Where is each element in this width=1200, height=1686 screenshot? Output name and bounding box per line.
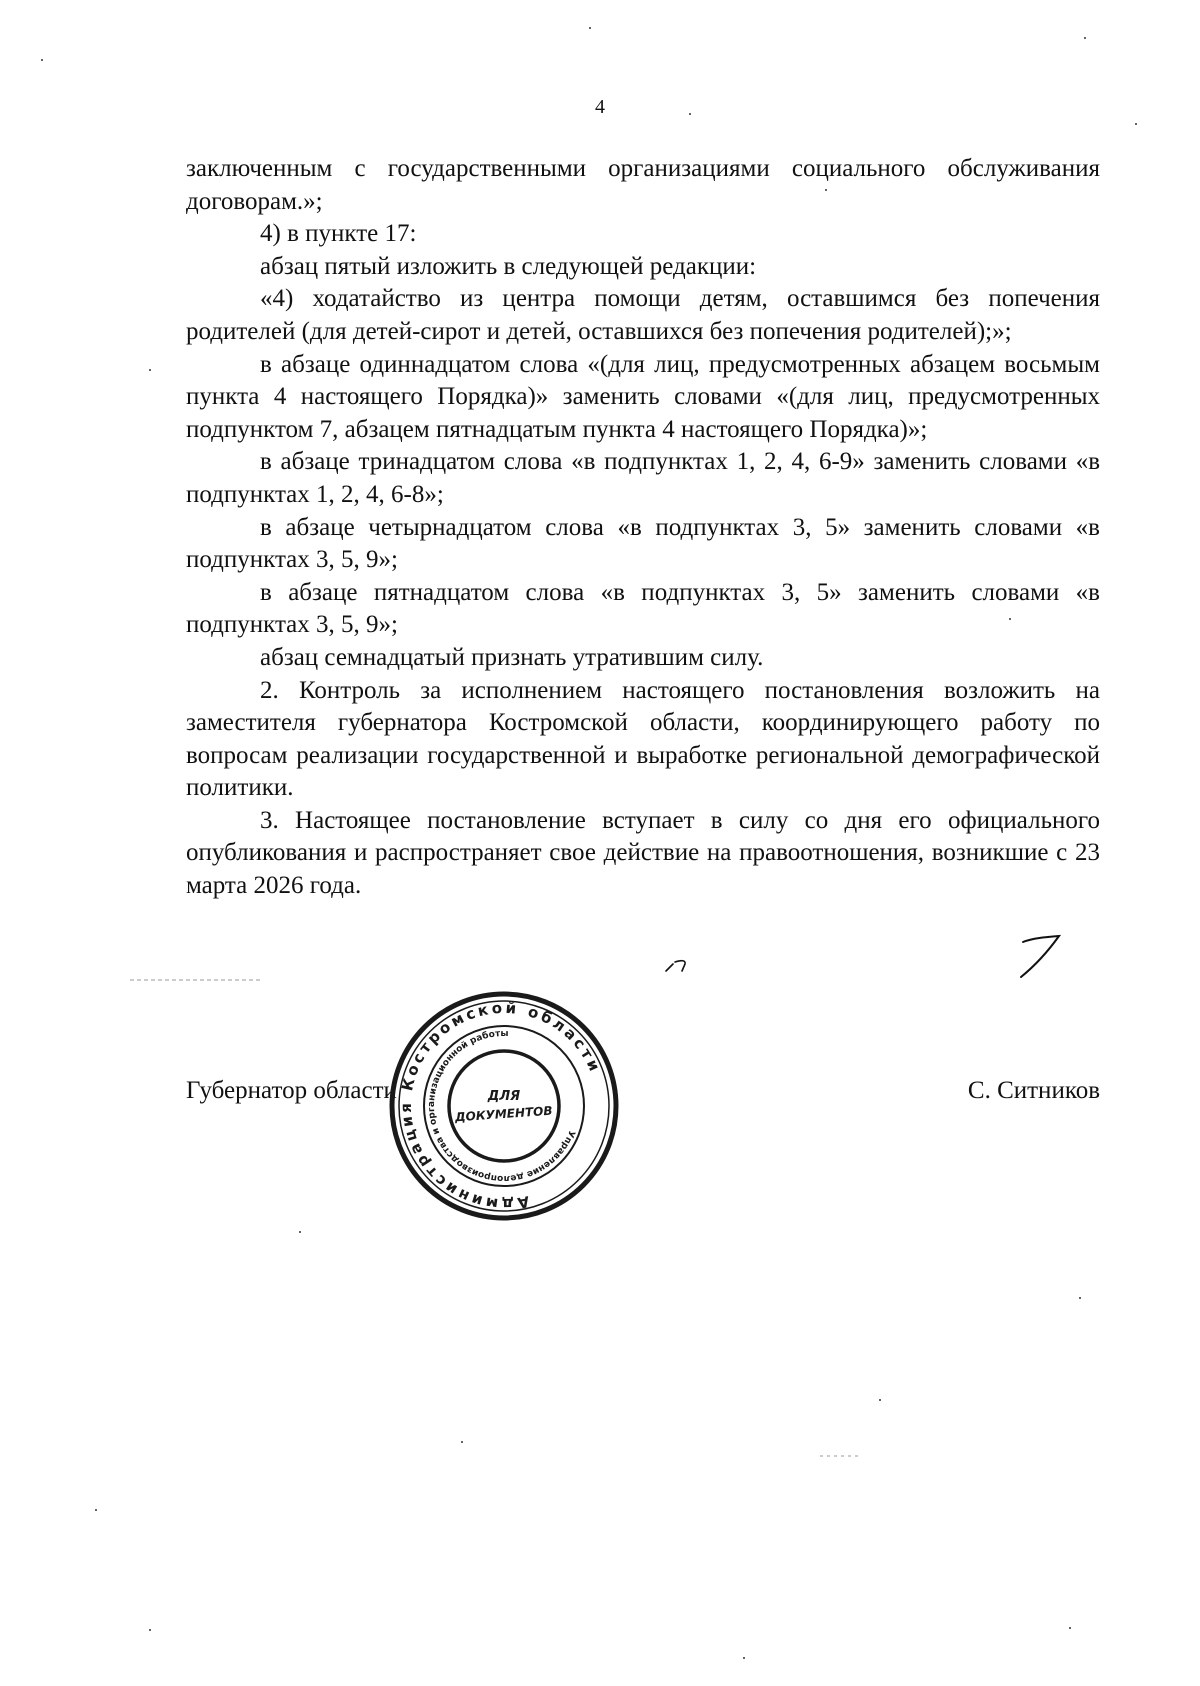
paragraph: 3. Настоящее постановление вступает в силу со дня его официального опубликования и распространяет свое действие на правоотношения, возникшие с 23 марта 2026 года. xyxy=(186,806,1100,900)
paragraph: 2. Контроль за исполнением настоящего постановления возложить на заместителя губернатора Костромской области, координирующего работу по вопросам реализации государственной и выработке региональной демографической политики. xyxy=(186,676,1100,802)
official-seal xyxy=(388,990,620,1222)
handwritten-tick-mark xyxy=(664,958,690,974)
paragraph: в абзаце тринадцатом слова «в подпунктах 1, 2, 4, 6-9» заменить словами «в подпунктах 1, 2, 4, 6-8»; xyxy=(186,448,1100,508)
svg-text:ДОКУМЕНТОВ: ДОКУМЕНТОВ xyxy=(454,1103,553,1125)
paragraph: абзац семнадцатый признать утратившим силу. xyxy=(260,643,764,671)
paragraph: в абзаце одиннадцатом слова «(для лиц, предусмотренных абзацем восьмым пункта 4 настоящего Порядка)» заменить словами «(для лиц, предусмотренных подпунктом 7, абзацем пятнадцатым пункта 4 настоящего Порядка)»; xyxy=(186,350,1100,443)
paragraph: абзац пятый изложить в следующей редакции: xyxy=(260,252,757,280)
svg-text:ДЛЯ: ДЛЯ xyxy=(487,1089,521,1104)
signatory-position: Губернатор области xyxy=(186,1077,397,1104)
signatory-name: С. Ситников xyxy=(967,1077,1100,1104)
svg-text:Управление делопроизводства и: Управление делопроизводства и организационной работы xyxy=(426,1028,577,1184)
paragraph: в абзаце четырнадцатом слова «в подпунктах 3, 5» заменить словами «в подпунктах 3, 5, 9»; xyxy=(186,513,1100,574)
svg-text:Администрация Костромской обла: Администрация Костромской области xyxy=(396,998,605,1214)
document-body xyxy=(186,153,1100,903)
paragraph: «4) ходатайство из центра помощи детям, оставшимся без попечения родителей (для детей-сирот и детей, оставшихся без попечения родителей);»; xyxy=(186,285,1100,345)
paragraph: в абзаце пятнадцатом слова «в подпунктах 3, 5» заменить словами «в подпунктах 3, 5, 9»; xyxy=(186,578,1100,639)
page-number: 4 xyxy=(595,96,605,118)
paragraph: 4) в пункте 17: xyxy=(260,220,417,248)
paragraph: заключенным с государственными организациями социального обслуживания договорам.»; xyxy=(186,155,1100,215)
handwritten-initial-mark xyxy=(1015,932,1065,980)
